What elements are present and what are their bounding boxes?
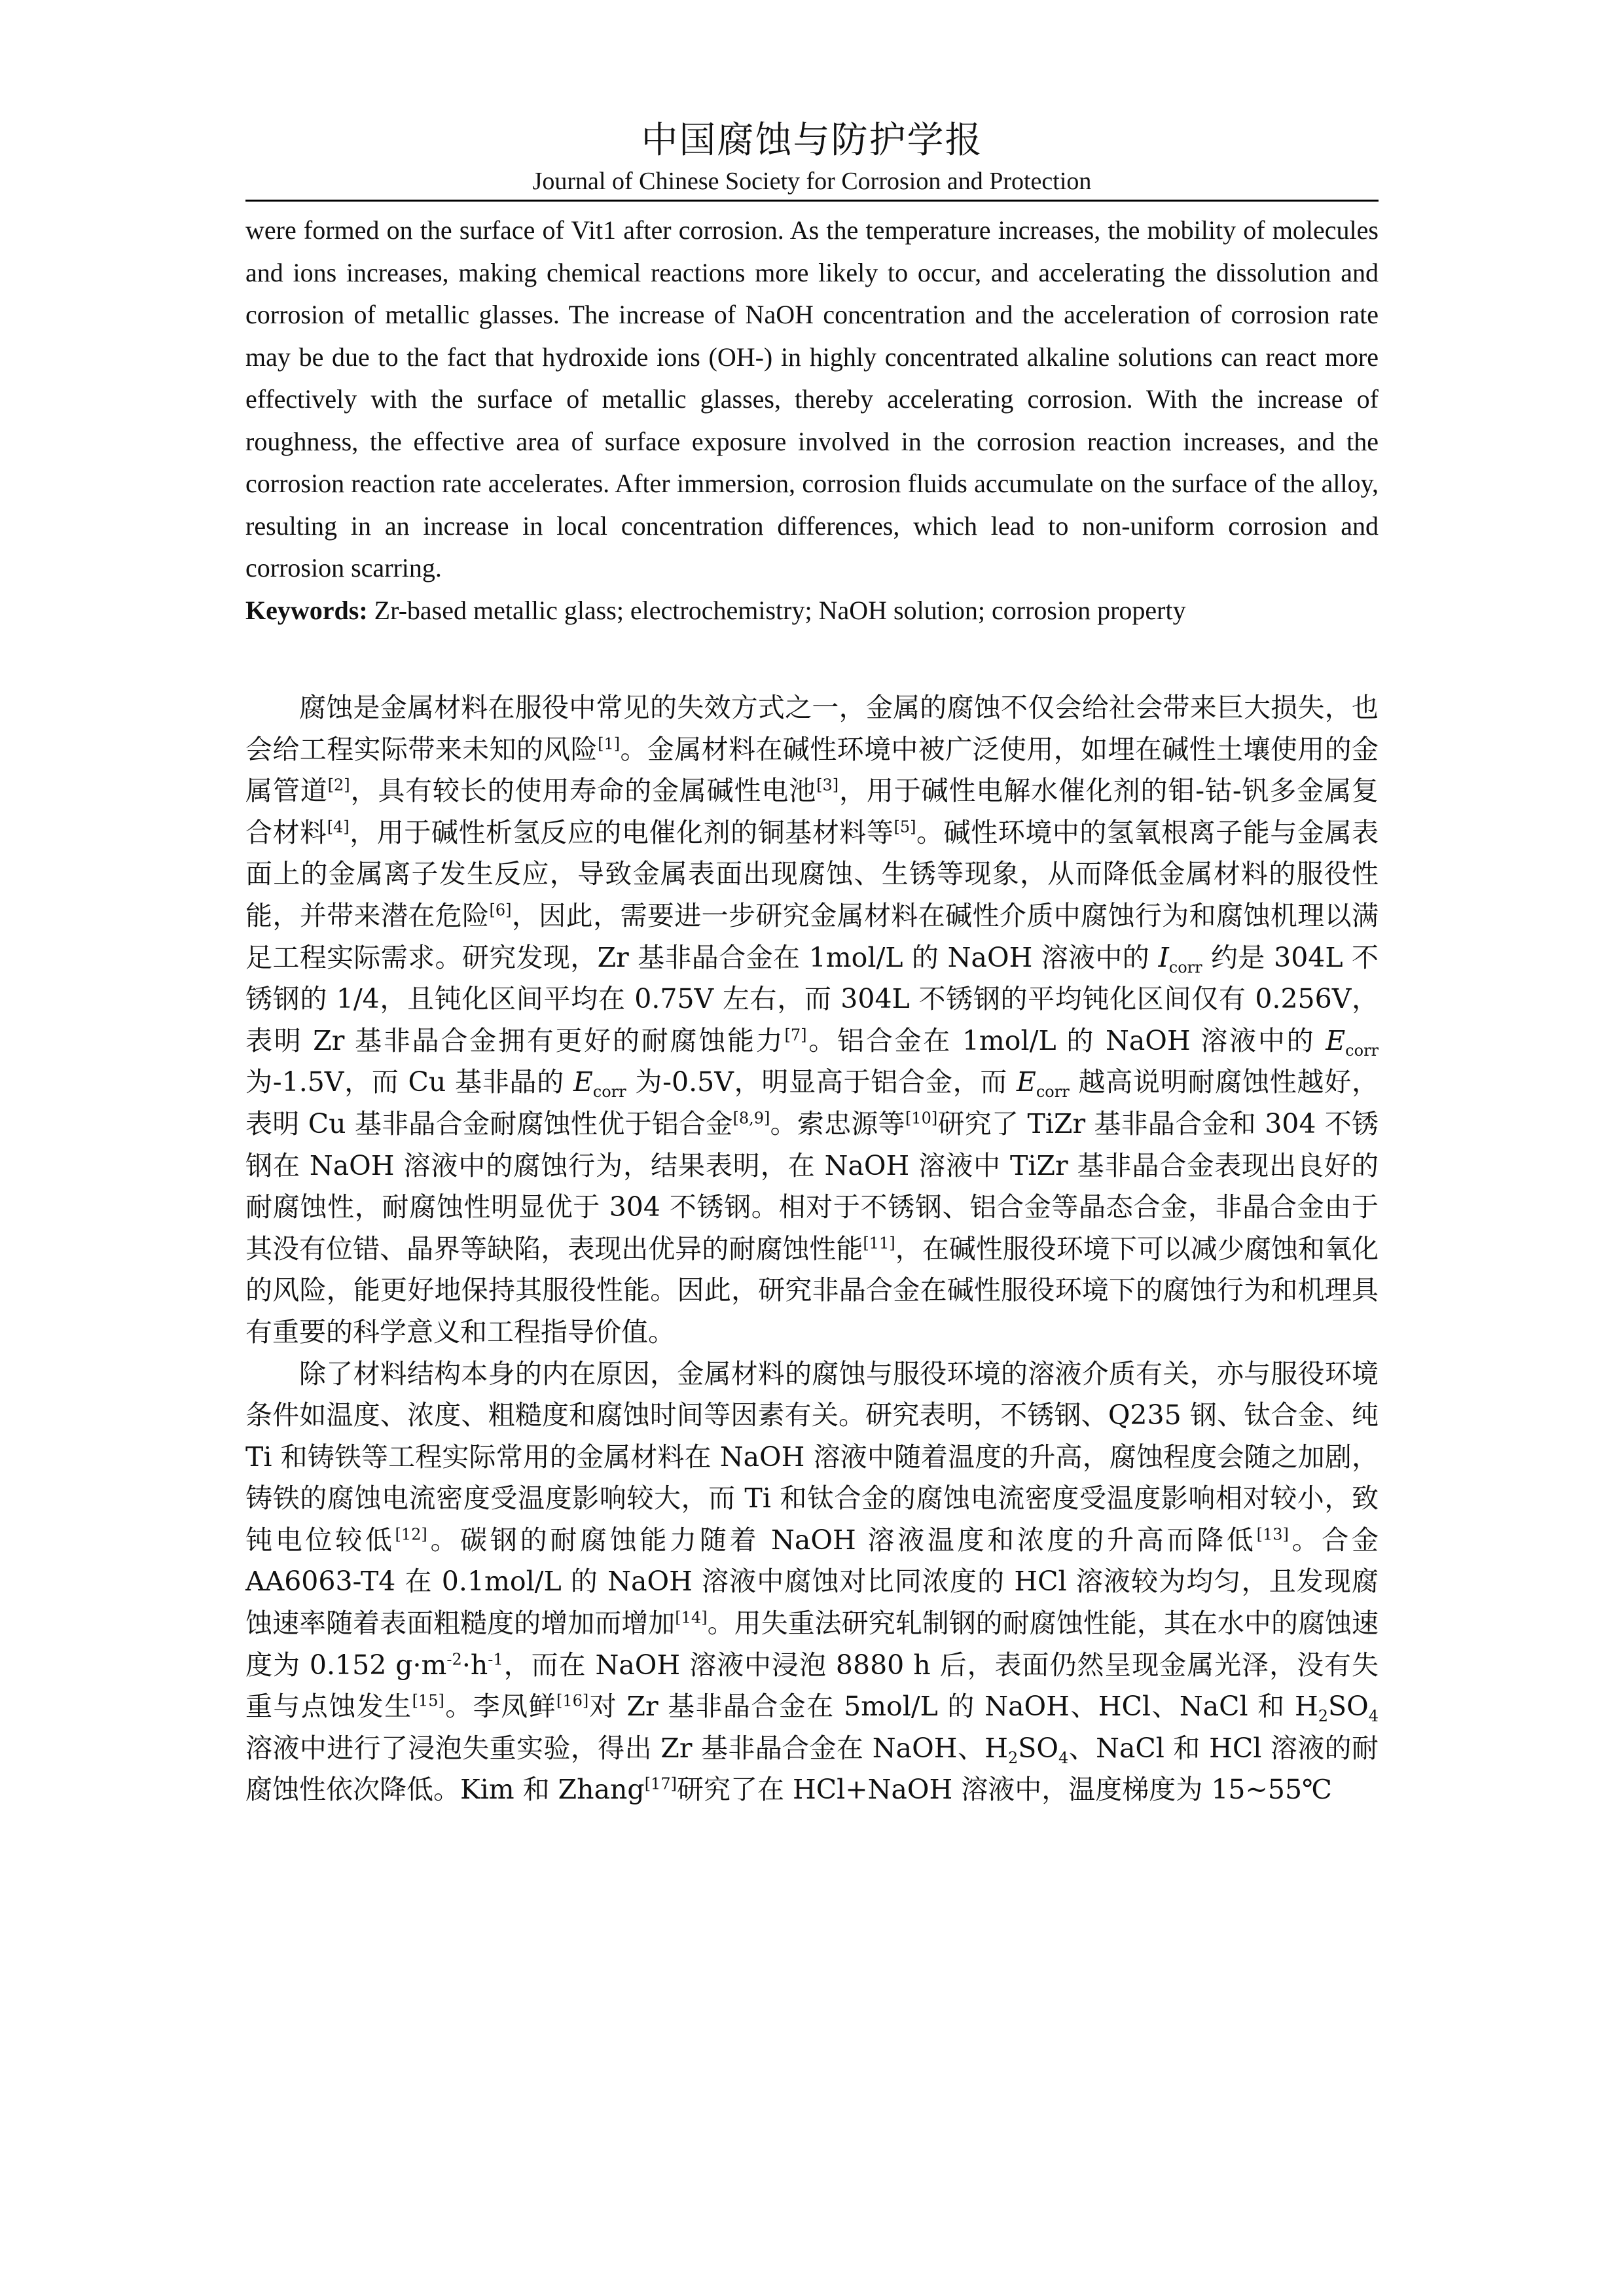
symbol-e: E — [1016, 1066, 1036, 1098]
citation: [12] — [395, 1525, 427, 1544]
body-text — [245, 687, 1379, 1811]
subscript: 4 — [1368, 1707, 1379, 1726]
text-span: 为-0.5V，明显高于铝合金，而 — [626, 1066, 1017, 1098]
symbol-i: I — [1158, 941, 1169, 973]
citation: [13] — [1256, 1525, 1289, 1544]
subscript: corr — [1168, 958, 1202, 977]
text-span: 。金属材料在碱性环境中被广泛使用，如埋在碱性土壤使用的金属管道 — [245, 733, 1379, 807]
text-span: 腐蚀是金属材料在服役中常见的失效方式之一，金属的腐蚀不仅会给社会带来巨大损失，也会给工程实际带来未知的风险 — [245, 692, 1379, 765]
text-span: 为-1.5V，而 Cu 基非晶的 — [245, 1066, 573, 1098]
citation: [2] — [327, 776, 350, 795]
text-span: ，用于碱性电解水催化剂的钼-钴-钒多金属复合材料 — [245, 775, 1379, 848]
text-span: 除了材料结构本身的内在原因，金属材料的腐蚀与服役环境的溶液介质有关，亦与服役环境条件如温度、浓度、粗糙度和腐蚀时间等因素有关。研究表明，不锈钢、Q235 钢、钛合金、纯 Ti 和铸铁等工程实际常用的金属材料在 NaOH 溶液中随着温度的升高，腐蚀程度会随之加剧，铸铁的腐蚀电流密度受温度影响较大，而 Ti 和钛合金的腐蚀电流密度受温度影响相对较小，致钝电位较低 — [245, 1357, 1379, 1556]
citation: [3] — [816, 776, 839, 795]
symbol-e: E — [573, 1066, 593, 1098]
text-span: ，在碱性服役环境下可以减少腐蚀和氧化的风险，能更好地保持其服役性能。因此，研究非晶合金在碱性服役环境下的腐蚀行为和机理具有重要的科学意义和工程指导价值。 — [245, 1232, 1379, 1348]
subscript: corr — [1345, 1041, 1379, 1060]
text-span: SO — [1328, 1691, 1369, 1723]
subscript: corr — [592, 1083, 626, 1102]
english-abstract — [245, 209, 1379, 632]
citation: [8,9] — [732, 1109, 770, 1128]
keywords-label: Keywords: — [245, 595, 368, 625]
citation: [7] — [784, 1026, 807, 1045]
citation: [10] — [905, 1109, 938, 1128]
citation: [6] — [489, 901, 512, 920]
journal-title-en: Journal of Chinese Society for Corrosion and Protection — [532, 168, 1092, 195]
text-span: 。索忠源等 — [770, 1107, 905, 1139]
keywords-line — [245, 590, 1379, 632]
text-span: 越高说明耐腐蚀性越好，表明 Cu 基非晶合金耐腐蚀性优于铝合金 — [245, 1066, 1379, 1139]
text-span: 研究了在 HCl+NaOH 溶液中，温度梯度为 15~55℃ — [676, 1774, 1332, 1806]
subscript: 2 — [1318, 1707, 1329, 1726]
subscript: 2 — [1008, 1749, 1019, 1768]
keywords-text: Zr-based metallic glass; electrochemistry; NaOH solution; corrosion property — [374, 595, 1186, 625]
text-span: ，因此，需要进一步研究金属材料在碱性介质中腐蚀行为和腐蚀机理以满足工程实际需求。研究发现，Zr 基非晶合金在 1mol/L 的 NaOH 溶液中的 — [245, 899, 1379, 973]
text-span: SO — [1018, 1732, 1058, 1764]
subscript: 4 — [1058, 1749, 1069, 1768]
superscript: -1 — [488, 1650, 503, 1668]
text-span: 、NaCl 和 HCl 溶液的耐腐蚀性依次降低。Kim 和 Zhang — [245, 1732, 1379, 1806]
citation: [17] — [644, 1774, 677, 1793]
subscript: corr — [1036, 1083, 1070, 1102]
text-span: ·h — [461, 1649, 488, 1681]
citation: [1] — [598, 734, 621, 753]
paragraph-2 — [245, 1354, 1379, 1812]
text-span: 。李凤鲜 — [444, 1691, 556, 1723]
header-divider — [245, 200, 1379, 202]
text-span: ，具有较长的使用寿命的金属碱性电池 — [350, 775, 817, 807]
citation: [5] — [893, 817, 916, 836]
abstract-text: were formed on the surface of Vit1 after corrosion. As the temperature increases, the mobility of molecules and ions increases, making chemical reactions more likely to occur, and accelerating the dissolution and corrosion of metallic glasses. The increase of NaOH concentration and the acceleration of corrosion rate may be due to the fact that hydroxide ions (OH-) in highly concentrated alkaline solutions can react more effectively with the surface of metallic glasses, thereby accelerating corrosion. With the increase of roughness, the effective area of surface exposure involved in the corrosion reaction increases, and the corrosion reaction rate accelerates. After immersion, corrosion fluids accumulate on the surface of the alloy, resulting in an increase in local concentration differences, which lead to non-uniform corrosion and corrosion scarring. — [245, 215, 1379, 583]
paragraph-1 — [245, 687, 1379, 1354]
citation: [16] — [556, 1691, 589, 1710]
superscript: -2 — [446, 1650, 462, 1668]
symbol-e: E — [1326, 1024, 1346, 1056]
text-span: 对 Zr 基非晶合金在 5mol/L 的 NaOH、HCl、NaCl 和 H — [588, 1691, 1318, 1723]
text-span: ，而在 NaOH 溶液中浸泡 8880 h 后，表面仍然呈现金属光泽，没有失重与点蚀发生 — [245, 1649, 1379, 1723]
text-span: 。用失重法研究轧制钢的耐腐蚀性能，其在水中的腐蚀速度为 0.152 g·m — [245, 1607, 1379, 1681]
text-span: 溶液中进行了浸泡失重实验，得出 Zr 基非晶合金在 NaOH、H — [245, 1732, 1009, 1764]
text-span: 。碳钢的耐腐蚀能力随着 NaOH 溶液温度和浓度的升高而降低 — [427, 1524, 1257, 1556]
citation: [14] — [675, 1608, 708, 1627]
citation: [15] — [412, 1691, 444, 1710]
text-span: 研究了 TiZr 基非晶合金和 304 不锈钢在 NaOH 溶液中的腐蚀行为，结果表明，在 NaOH 溶液中 TiZr 基非晶合金表现出良好的耐腐蚀性，耐腐蚀性明显优于 304 不锈钢。相对于不锈钢、铝合金等晶态合金，非晶合金由于其没有位错、晶界等缺陷，表现出优异的耐腐蚀性能 — [245, 1107, 1379, 1265]
citation: [11] — [863, 1234, 895, 1253]
text-span: ，用于碱性析氢反应的电催化剂的铜基材料等 — [349, 816, 894, 848]
citation: [4] — [327, 817, 350, 836]
text-span: 。合金 AA6063-T4 在 0.1mol/L 的 NaOH 溶液中腐蚀对比同浓度的 HCl 溶液较为均匀，且发现腐蚀速率随着表面粗糙度的增加而增加 — [245, 1524, 1379, 1640]
text-span: 。铝合金在 1mol/L 的 NaOH 溶液中的 — [806, 1024, 1326, 1056]
text-span: 约是 304L 不锈钢的 1/4，且钝化区间平均在 0.75V 左右，而 304L 不锈钢的平均钝化区间仅有 0.256V，表明 Zr 基非晶合金拥有更好的耐腐蚀能力 — [245, 941, 1379, 1056]
text-span: 。碱性环境中的氢氧根离子能与金属表面上的金属离子发生反应，导致金属表面出现腐蚀、生锈等现象，从而降低金属材料的服役性能，并带来潜在危险 — [245, 816, 1379, 931]
journal-title-cn: 中国腐蚀与防护学报 — [641, 119, 983, 162]
